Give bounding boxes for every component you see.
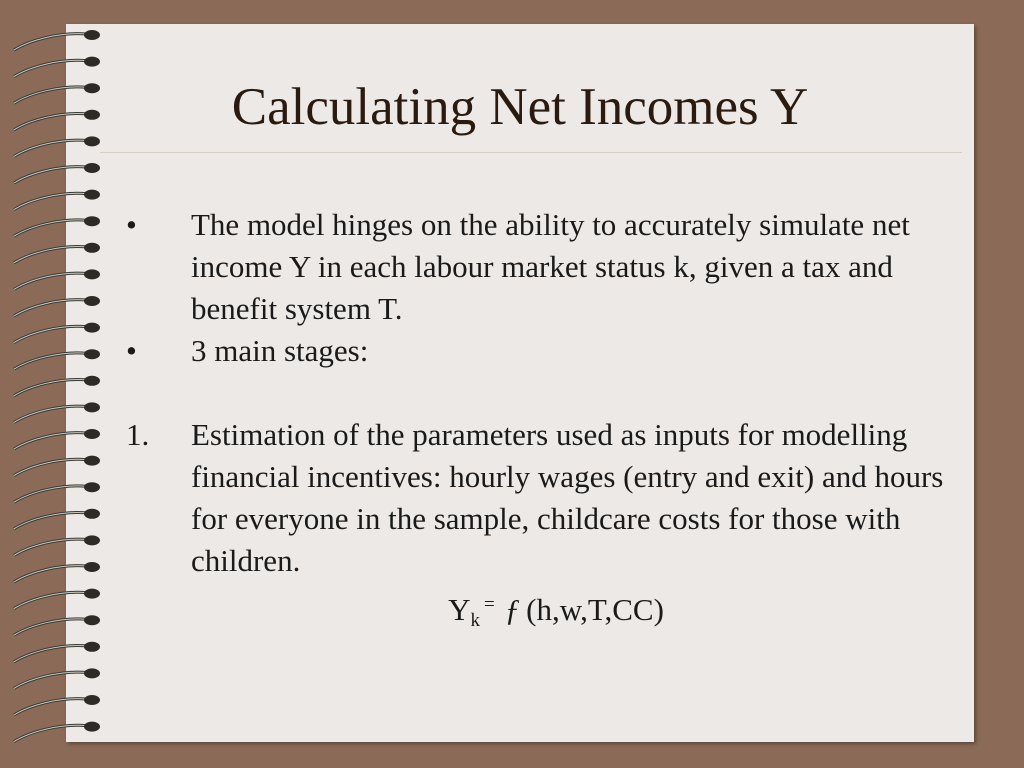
numbered-text: Estimation of the parameters used as inputs for modelling financial incentives: hourly wages (entry and exit) and hours for everyone in the sample, childcare costs for those with children.	[191, 417, 944, 578]
binding-ring	[14, 482, 100, 502]
binding-ring	[14, 695, 100, 715]
numbered-item	[126, 414, 956, 582]
formula-subscript: k	[470, 610, 480, 631]
formula	[126, 584, 956, 642]
formula-args: (h,w,T,CC)	[526, 592, 664, 627]
bullet-item	[126, 330, 956, 372]
binding-ring	[14, 668, 100, 688]
binding-ring	[14, 429, 100, 449]
binding-ring	[14, 136, 100, 156]
binding-ring	[14, 589, 100, 609]
bullet-marker: •	[126, 333, 137, 368]
binding-ring	[14, 57, 100, 77]
bullet-marker: •	[126, 207, 137, 242]
binding-ring	[14, 30, 100, 50]
formula-y: Y	[448, 592, 471, 627]
bullet-text: 3 main stages:	[191, 333, 369, 368]
binding-ring	[14, 296, 100, 316]
binding-ring	[14, 562, 100, 582]
bullet-text: The model hinges on the ability to accurately simulate net income Y in each labour market status k, given a tax and benefit system T.	[191, 207, 910, 326]
binding-ring	[14, 615, 100, 635]
binding-ring	[14, 642, 100, 662]
bullet-item	[126, 204, 956, 330]
binding-ring	[14, 323, 100, 343]
binding-ring	[14, 269, 100, 289]
binding-ring	[14, 535, 100, 555]
binding-ring	[14, 190, 100, 210]
formula-function: ƒ	[504, 592, 521, 627]
binding-ring	[14, 402, 100, 422]
slide-title: Calculating Net Incomes Y	[231, 78, 809, 136]
binding-ring	[14, 243, 100, 263]
number-marker: 1.	[126, 417, 150, 452]
formula-equals: =	[483, 594, 495, 615]
title-divider	[100, 152, 962, 153]
binding-ring	[14, 163, 100, 183]
binding-ring	[14, 456, 100, 476]
binding-ring	[14, 509, 100, 529]
slide-body	[126, 204, 956, 642]
binding-ring	[14, 349, 100, 369]
binding-ring	[14, 376, 100, 396]
binding-ring	[14, 722, 100, 742]
binding-ring	[14, 216, 100, 236]
